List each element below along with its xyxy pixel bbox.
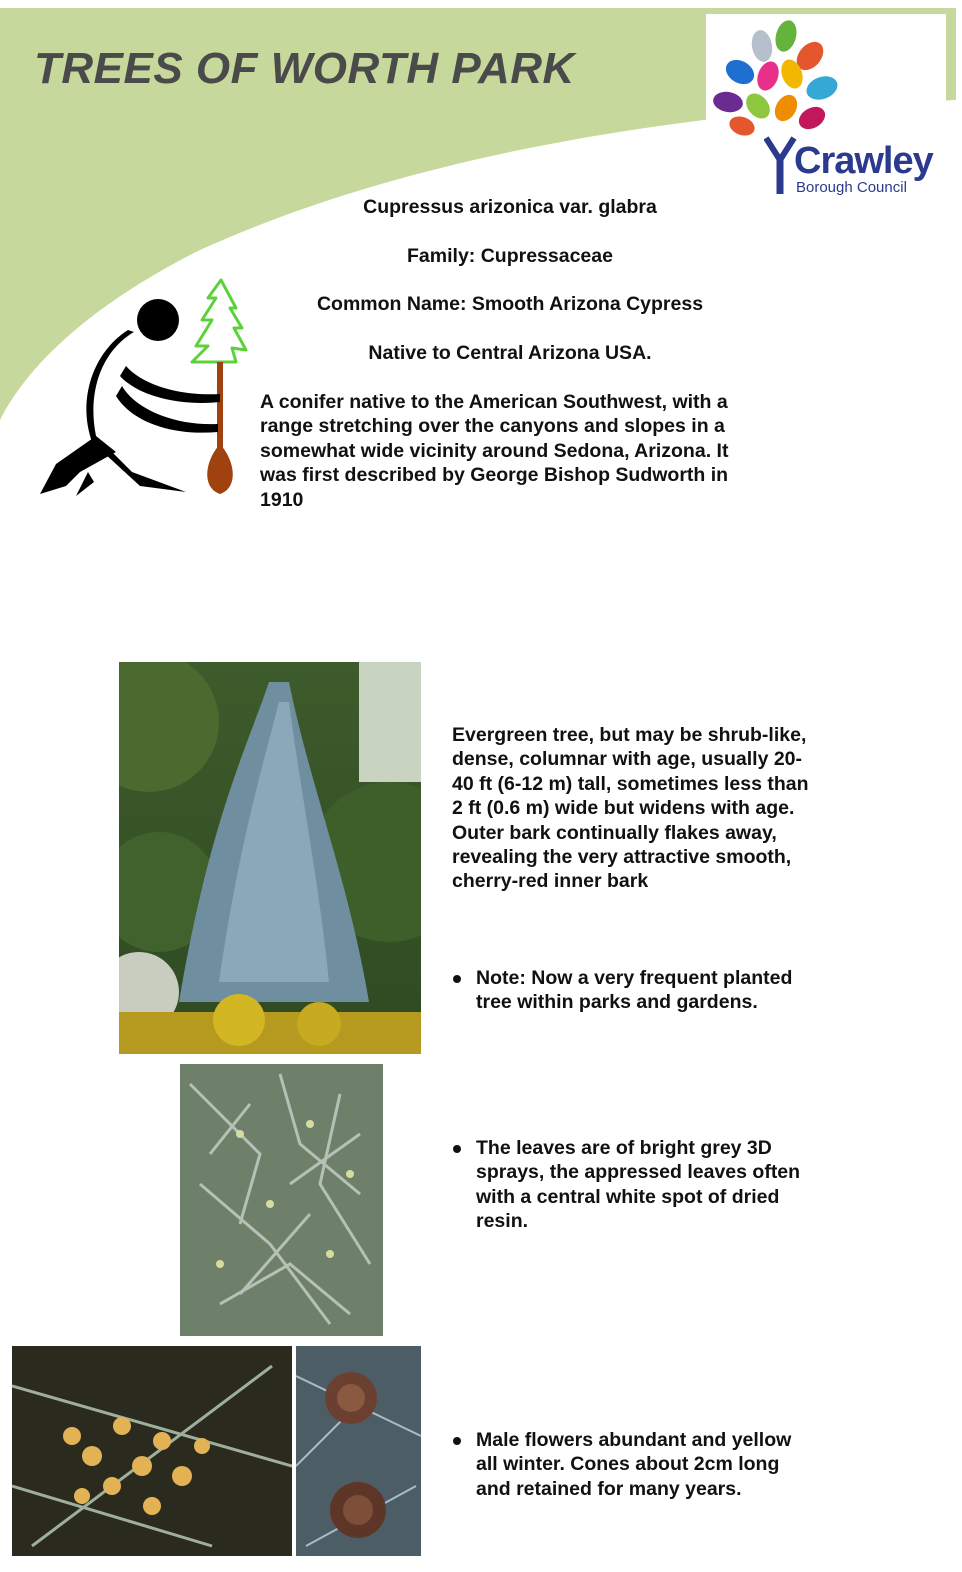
family-line: Family: Cupressaceae xyxy=(407,245,613,267)
logo-subtitle: Borough Council xyxy=(796,179,907,196)
logo-trunk-icon xyxy=(764,134,798,196)
intro-paragraph: A conifer native to the American Southwest, with a range stretching over the canyons and slopes in a somewhat wide vicinity around Sedona, Arizona. It was first described by George Bishop Sudworth in 1910 xyxy=(260,391,729,511)
latin-name: Cupressus arizonica var. glabra xyxy=(363,196,657,218)
common-name-line: Common Name: Smooth Arizona Cypress xyxy=(316,293,704,315)
bullet-note: Note: Now a very frequent planted tree within parks and gardens. xyxy=(452,966,812,1015)
logo-leaves-icon xyxy=(706,14,856,144)
bullet-flowers: Male flowers abundant and yellow all winter. Cones about 2cm long and retained for many years. xyxy=(452,1428,812,1501)
native-line: Native to Central Arizona USA. xyxy=(368,342,652,364)
page-title: TREES OF WORTH PARK xyxy=(34,44,575,93)
cones-photo xyxy=(296,1346,421,1556)
bullet-leaves: The leaves are of bright grey 3D sprays, the appressed leaves often with a central white spot of dried resin. xyxy=(452,1136,812,1234)
description-paragraph: Evergreen tree, but may be shrub-like, dense, columnar with age, usually 20-40 ft (6-12 m) tall, sometimes less than 2 ft (0.6 m) wide but widens with age. Outer bark continually flakes away, revealing the very attractive smooth, cherry-red inner bark xyxy=(452,724,809,893)
leaves-photo xyxy=(180,1064,383,1336)
tree-photo xyxy=(119,662,421,1054)
logo-name: Crawley xyxy=(794,140,933,182)
flowers-photo xyxy=(12,1346,292,1556)
person-planting-tree-icon xyxy=(36,276,256,506)
